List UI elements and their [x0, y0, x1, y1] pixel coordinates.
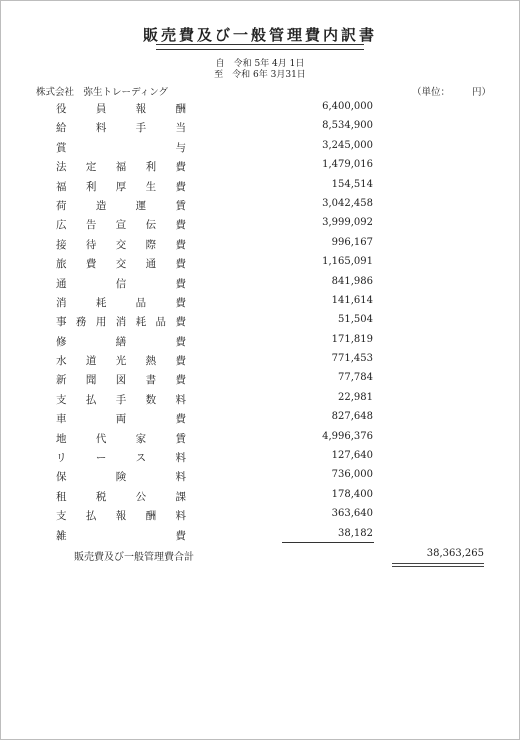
table-row: [0, 117, 520, 136]
item-label: 事 務 用 消 耗 品 費: [56, 316, 186, 329]
title-double-underline: [156, 44, 364, 50]
item-label: 役 員 報 酬: [56, 103, 186, 115]
item-amount: 8,534,900: [322, 120, 373, 132]
unit-label: [412, 84, 491, 98]
item-amount: 51,504: [338, 314, 373, 326]
table-row: [0, 369, 520, 388]
table-row: [0, 292, 520, 311]
item-label: 荷 造 運 賃: [56, 199, 186, 212]
total-label: 販売費及び一般管理費合計: [74, 552, 194, 563]
item-label: 給 料 手 当: [56, 122, 186, 135]
document-title: 販売費及び一般管理費内訳書: [142, 26, 377, 44]
item-label: 車 両 費: [56, 413, 186, 426]
expense-table: [0, 98, 520, 544]
item-amount: 77,784: [338, 372, 373, 384]
table-row: [0, 214, 520, 233]
item-amount: 6,400,000: [322, 101, 373, 112]
item-amount: 1,165,091: [322, 256, 373, 268]
table-row: [0, 195, 520, 214]
item-amount: 1,479,016: [322, 159, 373, 171]
table-row: [0, 253, 520, 272]
item-label: リ ー ス 料: [56, 452, 186, 465]
item-amount: 178,400: [331, 488, 373, 500]
company-name: 株式会社 弥生トレーディング: [36, 87, 169, 98]
table-row: [0, 331, 520, 350]
item-label: 地 代 家 賃: [56, 432, 186, 445]
table-row: [0, 408, 520, 427]
item-label: 支 払 報 酬 料: [56, 510, 186, 523]
item-label: 福 利 厚 生 費: [56, 180, 186, 193]
table-row: [0, 311, 520, 330]
item-label: 支 払 手 数 料: [56, 393, 186, 406]
table-row: [0, 156, 520, 175]
table-row: [0, 389, 520, 408]
item-amount: 841,986: [331, 275, 373, 287]
total-amount: 38,363,265: [426, 548, 484, 559]
table-row: [0, 176, 520, 195]
item-label: 接 待 交 際 費: [56, 238, 186, 251]
table-row: [0, 137, 520, 156]
item-label: 旅 費 交 通 費: [56, 258, 186, 271]
item-label: 新 聞 図 書 費: [56, 374, 186, 387]
item-label: 法 定 福 利 費: [56, 161, 186, 174]
item-label: 雑 費: [56, 529, 186, 542]
table-row: [0, 428, 520, 447]
item-label: 消 耗 品 費: [56, 296, 186, 309]
item-amount: 3,042,458: [322, 197, 373, 209]
table-row: [0, 98, 520, 117]
item-amount: 154,514: [331, 178, 373, 190]
item-label: 賞 与: [56, 141, 186, 154]
period-from: 自 令和 5年 4月 1日: [215, 59, 305, 69]
item-label: 保 険 料: [56, 471, 186, 484]
unit-open: （単位：: [412, 87, 451, 98]
item-label: 修 繕 費: [56, 335, 186, 348]
item-amount: 363,640: [331, 508, 373, 520]
item-amount: 4,996,376: [322, 430, 373, 442]
subtotal-rule: [282, 542, 374, 543]
item-amount: 3,245,000: [322, 139, 373, 151]
table-row: [0, 505, 520, 524]
table-row: [0, 447, 520, 466]
item-amount: 771,453: [331, 353, 373, 365]
item-label: 租 税 公 課: [56, 490, 186, 503]
item-amount: 127,640: [331, 450, 373, 462]
item-amount: 996,167: [331, 236, 373, 248]
item-amount: 3,999,092: [322, 217, 373, 229]
table-row: [0, 525, 520, 544]
table-row: [0, 234, 520, 253]
table-row: [0, 350, 520, 369]
item-label: 水 道 光 熱 費: [56, 355, 186, 368]
total-double-underline: [392, 563, 484, 567]
item-amount: 38,182: [338, 527, 373, 539]
item-label: 広 告 宣 伝 費: [56, 219, 186, 232]
table-row: [0, 466, 520, 485]
item-label: 通 信 費: [56, 277, 186, 290]
item-amount: 171,819: [331, 333, 373, 345]
item-amount: 827,648: [331, 411, 373, 423]
period-to: 至 令和 6年 3月31日: [214, 70, 306, 80]
unit-close: 円）: [472, 87, 492, 98]
item-amount: 736,000: [331, 469, 373, 481]
table-row: [0, 486, 520, 505]
table-row: [0, 273, 520, 292]
item-amount: 141,614: [331, 294, 373, 306]
item-amount: 22,981: [338, 391, 373, 403]
